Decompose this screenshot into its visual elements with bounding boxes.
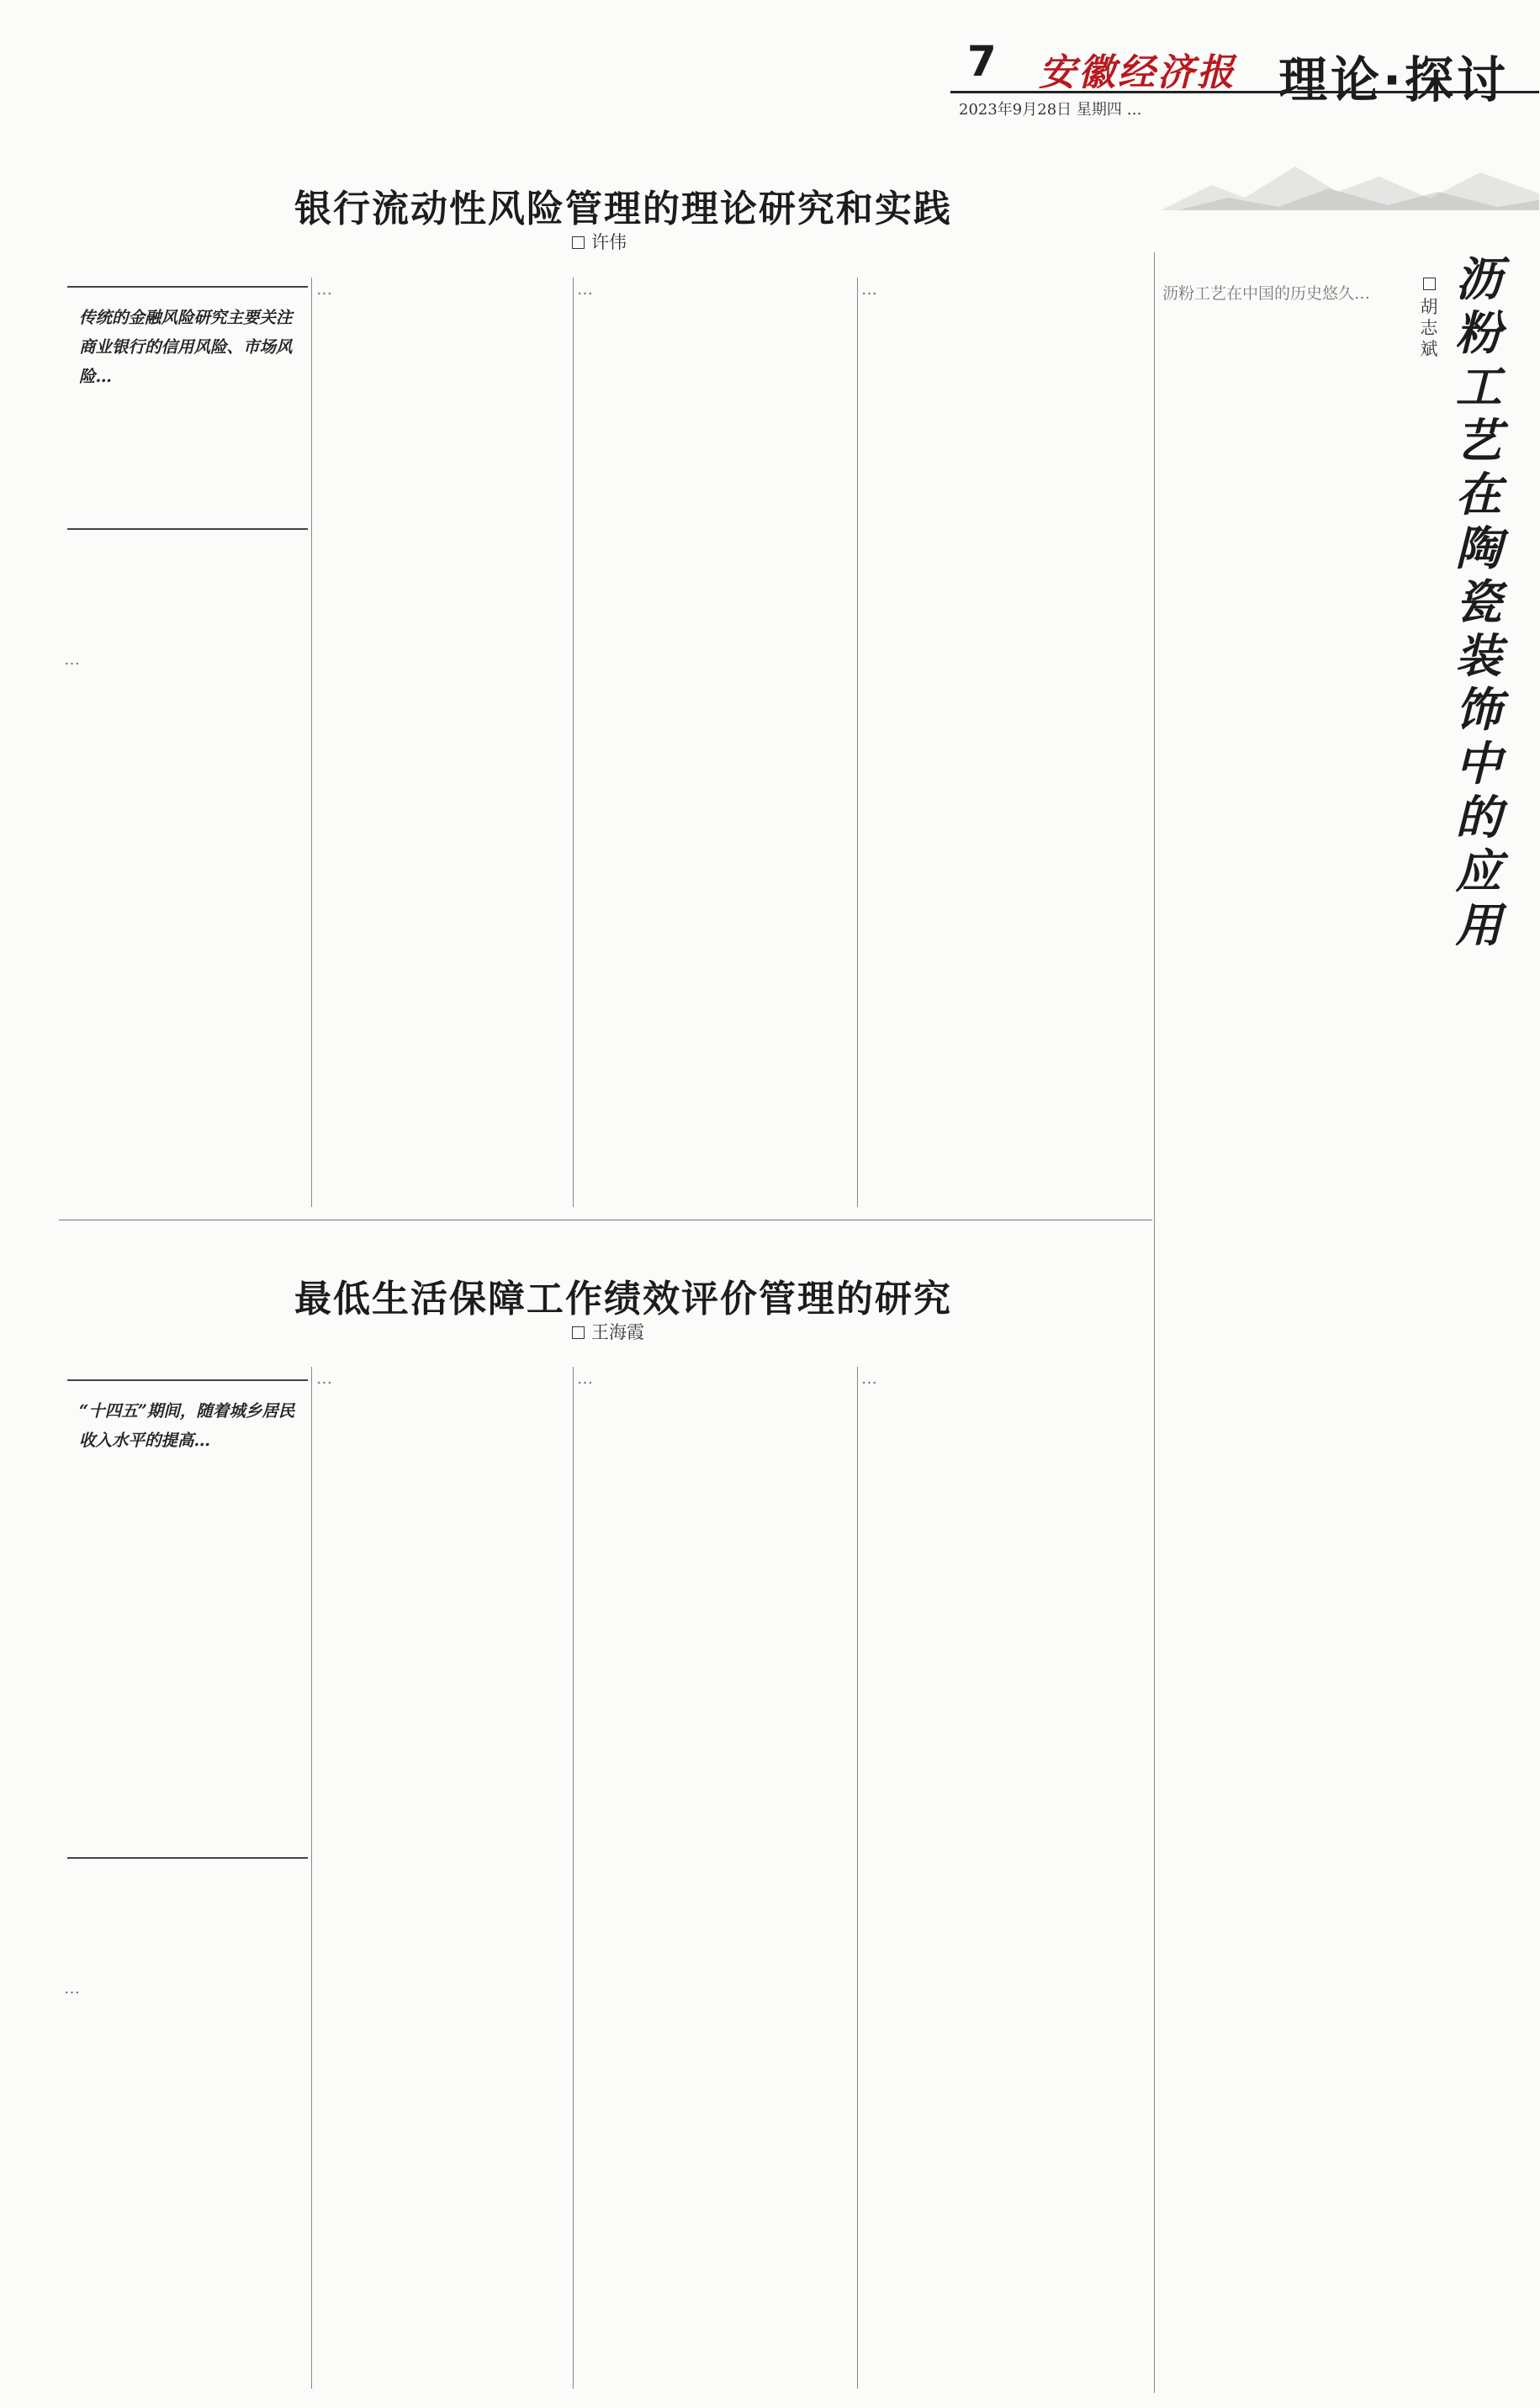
- newspaper-logo: 安徽经济报: [1039, 51, 1236, 94]
- article2-column-rule: [311, 1367, 312, 2389]
- article1-column-2: …: [316, 280, 332, 299]
- article1-byline: [572, 229, 627, 254]
- article3-author: 胡志斌: [1420, 297, 1438, 359]
- article2-abstract: “十四五”期间，随着城乡居民收入水平的提高…: [67, 1379, 308, 1859]
- article1-column-1: …: [64, 650, 80, 669]
- article2-title: 最低生活保障工作绩效评价管理的研究: [294, 1278, 952, 1320]
- article2-author: 王海霞: [591, 1322, 644, 1342]
- article1-column-rule: [573, 278, 574, 1207]
- article1-author: 许伟: [591, 232, 627, 252]
- article2-column-rule: [573, 1367, 574, 2389]
- article1-column-rule: [311, 278, 312, 1207]
- mountain-decoration: [1161, 151, 1539, 210]
- article2-column-1: …: [64, 1979, 80, 1998]
- article2-column-3: …: [577, 1369, 593, 1388]
- byline-box-icon: [572, 1326, 585, 1339]
- article1-column-rule: [857, 278, 858, 1207]
- issue-meta: 2023年9月28日 星期四 …: [959, 101, 1142, 119]
- masthead-rule: [950, 91, 1539, 93]
- article2-column-4: …: [861, 1369, 877, 1388]
- byline-box-icon: [1423, 278, 1436, 290]
- article1-abstract: 传统的金融风险研究主要关注商业银行的信用风险、市场风险…: [67, 286, 308, 530]
- article3-title: 沥粉工艺在陶瓷装饰中的应用: [1455, 251, 1502, 952]
- article1-column-3: …: [577, 280, 593, 299]
- article1-column-4: …: [861, 280, 877, 299]
- article2-byline: [572, 1319, 644, 1344]
- article1-title: 银行流动性风险管理的理论研究和实践: [294, 188, 952, 230]
- article3-byline: [1417, 278, 1441, 360]
- article2-column-2: …: [316, 1369, 332, 1388]
- byline-box-icon: [572, 236, 585, 249]
- page-number: 7: [967, 37, 997, 86]
- article2-column-rule: [857, 1367, 858, 2389]
- article3-body: 沥粉工艺在中国的历史悠久…: [1162, 284, 1371, 303]
- right-column-rule: [1154, 252, 1155, 2393]
- section-title: 理论·探讨: [1278, 51, 1510, 108]
